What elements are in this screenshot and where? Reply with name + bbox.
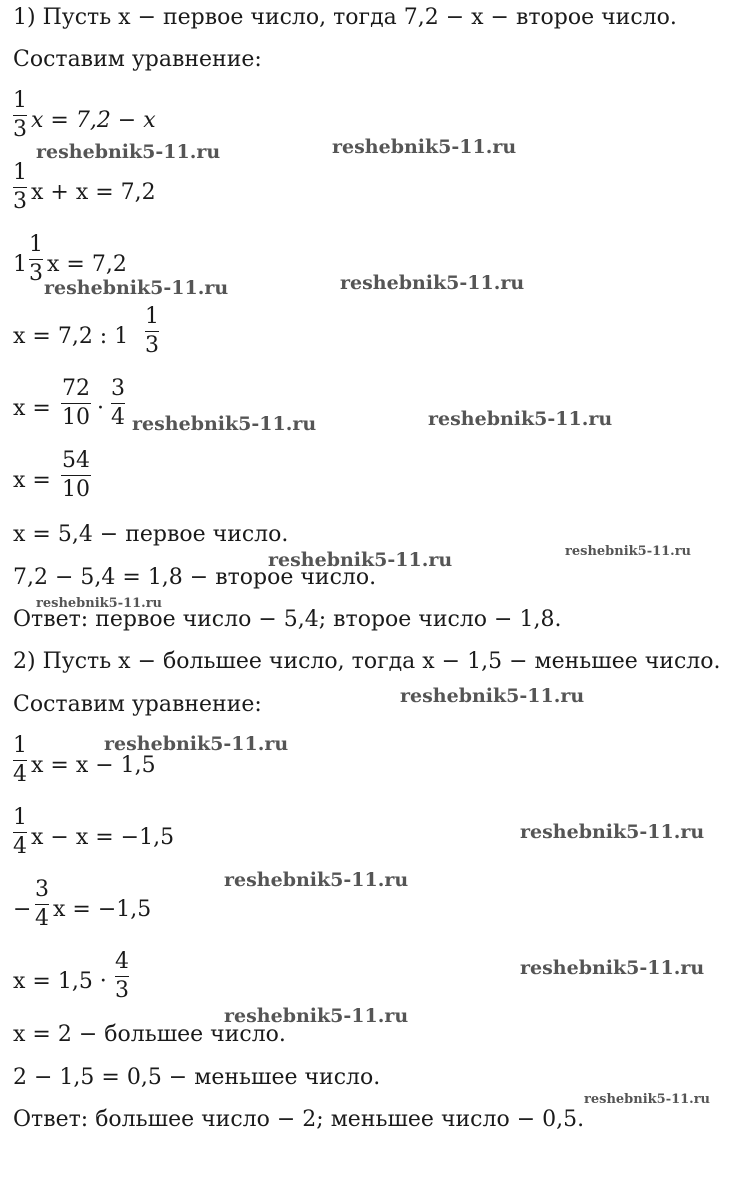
watermark: reshebnik5-11.ru [224, 869, 409, 891]
eq-text: x = [13, 468, 51, 493]
eq-text: x − x = −1,5 [31, 825, 175, 850]
eq-text: x = x − 1,5 [31, 753, 156, 778]
watermark: reshebnik5-11.ru [132, 413, 317, 435]
part2-eq6: 2 − 1,5 = 0,5 − меньшее число. [13, 1065, 381, 1090]
part2-eq5: x = 2 − большее число. [13, 1022, 286, 1047]
fraction: 1 4 [13, 733, 27, 787]
part1-eq6 [13, 448, 213, 524]
watermark: reshebnik5-11.ru [224, 1005, 409, 1027]
watermark: reshebnik5-11.ru [400, 685, 585, 707]
fraction: 72 10 [62, 376, 90, 430]
eq-text: x = 7,2 : 1 [13, 324, 129, 349]
fraction: 1 3 [29, 232, 43, 286]
dot-operator: · [97, 396, 104, 421]
part2-compose-label: Составим уравнение: [13, 692, 262, 717]
part2-intro: 2) Пусть x − большее число, тогда x − 1,5 − меньшее число. [13, 649, 721, 674]
watermark: reshebnik5-11.ru [44, 277, 229, 299]
watermark: reshebnik5-11.ru [520, 957, 705, 979]
part2-answer: Ответ: большее число − 2; меньшее число − 0,5. [13, 1107, 585, 1132]
minus-sign: − [13, 897, 32, 922]
watermark: reshebnik5-11.ru [36, 141, 221, 163]
watermark: reshebnik5-11.ru [268, 549, 453, 571]
part2-eq3 [13, 877, 213, 953]
part1-compose-label: Составим уравнение: [13, 47, 262, 72]
eq-text: x = [13, 396, 51, 421]
fraction: 1 3 [13, 160, 27, 214]
part2-eq2 [13, 805, 213, 881]
watermark: reshebnik5-11.ru [584, 1092, 711, 1107]
watermark: reshebnik5-11.ru [520, 821, 705, 843]
part1-eq7: x = 5,4 − первое число. [13, 522, 289, 547]
watermark: reshebnik5-11.ru [104, 733, 289, 755]
eq-text: x = 7,2 − x [31, 108, 156, 133]
fraction: 54 10 [62, 448, 90, 502]
part1-eq8: 7,2 − 5,4 = 1,8 − второе число. [13, 565, 377, 590]
eq-text: x = 1,5 · [13, 969, 107, 994]
part2-eq4 [13, 949, 213, 1025]
fraction: 4 3 [115, 949, 129, 1003]
eq-text: x = −1,5 [53, 897, 152, 922]
fraction: 3 4 [35, 877, 49, 931]
watermark: reshebnik5-11.ru [36, 596, 163, 611]
watermark: reshebnik5-11.ru [340, 272, 525, 294]
fraction: 1 4 [13, 805, 27, 859]
fraction: 3 4 [111, 376, 125, 430]
fraction: 1 3 [145, 304, 159, 358]
fraction: 1 3 [13, 88, 27, 142]
part1-intro: 1) Пусть x − первое число, тогда 7,2 − x − второе число. [13, 5, 677, 30]
watermark: reshebnik5-11.ru [565, 544, 692, 559]
part1-eq4 [13, 304, 213, 380]
watermark: reshebnik5-11.ru [332, 136, 517, 158]
watermark: reshebnik5-11.ru [428, 408, 613, 430]
eq-text: x = 7,2 [47, 252, 127, 277]
eq-text: x + x = 7,2 [31, 180, 156, 205]
part1-eq2 [13, 160, 213, 236]
part1-answer: Ответ: первое число − 5,4; второе число − 1,8. [13, 607, 562, 632]
eq-whole: 1 [13, 252, 27, 277]
